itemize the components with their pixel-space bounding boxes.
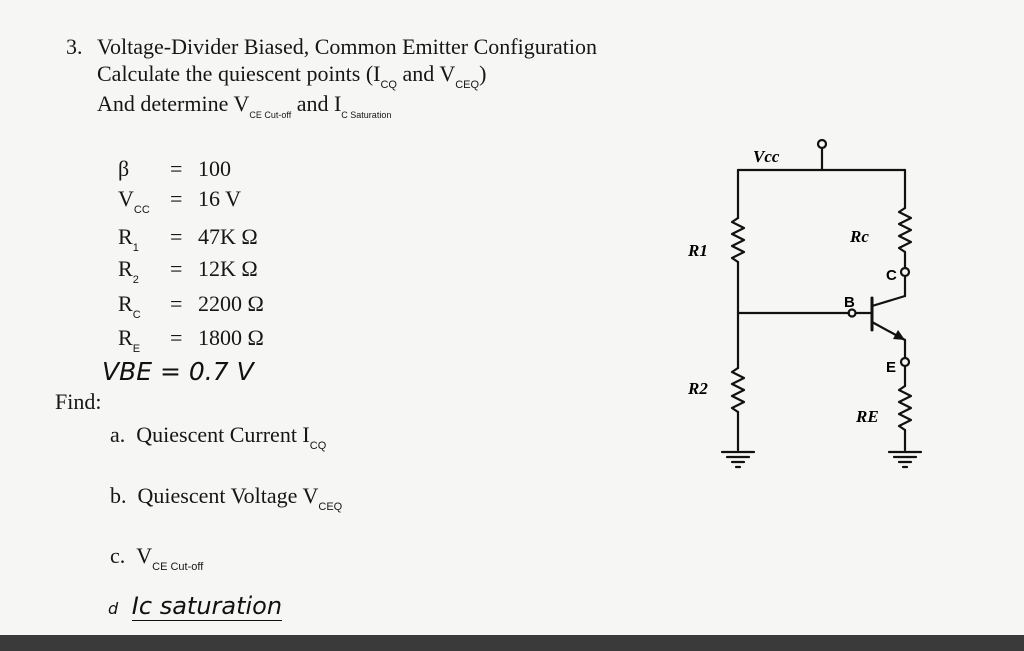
rc-label: Rc (850, 227, 869, 246)
given-row (118, 158, 318, 184)
vcc-label: Vcc (753, 147, 780, 166)
given-equals: = (170, 186, 183, 211)
given-symbol: $V_{CC}$ (118, 186, 150, 216)
given-symbol: $R_2$ (118, 256, 139, 286)
given-row (118, 188, 318, 214)
find-item: b. Quiescent Voltage $V_{CEQ}$ (110, 483, 343, 513)
re-label: RE (856, 407, 879, 426)
given-row (118, 327, 318, 353)
circuit-diagram (660, 130, 940, 490)
given-value: 2200 Ω (198, 291, 264, 316)
find-item: c. $V_{CE Cut-off}$ (110, 543, 204, 573)
given-equals: = (170, 256, 183, 281)
problem-line-3: And determine $V_{CE Cut-off}$ and $I_{C Saturation}$ (97, 91, 392, 120)
given-symbol: $R_E$ (118, 325, 141, 355)
problem-line-2: Calculate the quiescent points ($I_{CQ}$ and $V_{CEQ}$) (97, 61, 487, 91)
r1-label: R1 (688, 241, 708, 260)
given-value: 100 (198, 156, 231, 181)
handwritten-vbe-text: VBE = 0.7 V (102, 357, 254, 386)
r2-label: R2 (688, 379, 708, 398)
find-item-d-text: Ic saturation (131, 592, 283, 620)
given-row (118, 293, 318, 319)
given-equals: = (170, 156, 183, 181)
given-symbol: $R_1$ (118, 224, 139, 254)
transistor-collector (872, 296, 905, 306)
handwritten-vbe (100, 352, 290, 388)
emitter-label: E (886, 359, 897, 376)
given-equals: = (170, 224, 183, 249)
emitter-terminal (901, 358, 909, 366)
given-equals: = (170, 325, 183, 350)
base-label: B (844, 294, 855, 311)
re-resistor (899, 386, 911, 430)
find-item: a. Quiescent Current $I_{CQ}$ (110, 422, 327, 452)
collector-label: C (886, 267, 897, 284)
given-symbol: β (118, 156, 130, 181)
given-row (118, 258, 318, 284)
given-value: 12K Ω (198, 256, 258, 281)
rc-resistor (899, 208, 911, 252)
problem-number: 3. (66, 34, 83, 59)
collector-terminal (901, 268, 909, 276)
r1-resistor (732, 218, 744, 262)
given-symbol: $R_C$ (118, 291, 141, 321)
problem-title: Voltage-Divider Biased, Common Emitter Configuration (97, 34, 598, 59)
given-value: 1800 Ω (198, 325, 264, 350)
given-value: 16 V (198, 186, 241, 211)
find-label: Find: (55, 389, 102, 414)
given-value: 47K Ω (198, 224, 258, 249)
r2-resistor (732, 368, 744, 412)
bottom-border (0, 635, 1024, 651)
vcc-terminal (818, 140, 826, 148)
given-equals: = (170, 291, 183, 316)
given-row (118, 226, 318, 252)
find-item-d-letter: d (108, 599, 119, 618)
find-item-d (108, 592, 282, 620)
